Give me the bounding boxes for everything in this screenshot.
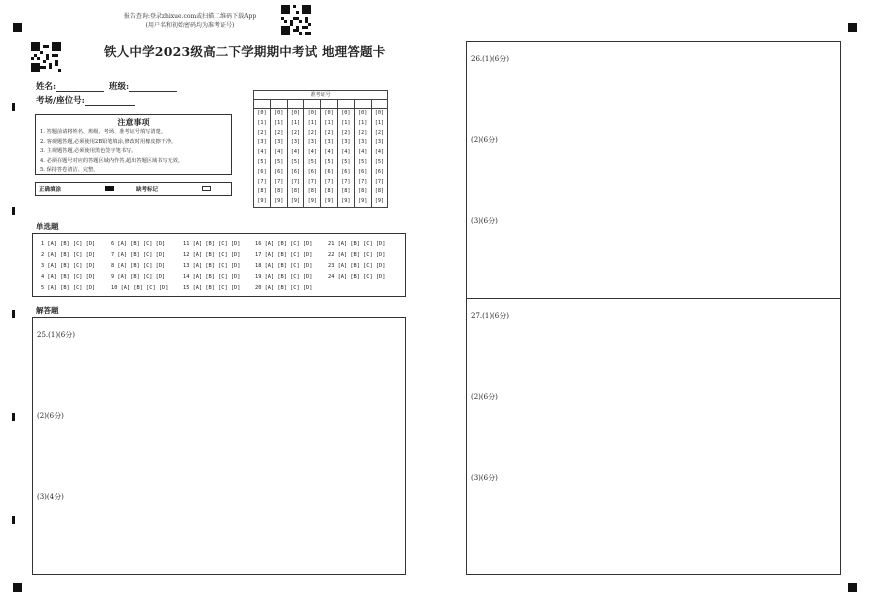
exam-id-digit-column[interactable] bbox=[270, 109, 287, 208]
exam-id-digit-bubble[interactable]: [1] bbox=[257, 119, 267, 126]
exam-id-digit-bubble[interactable]: [4] bbox=[274, 149, 284, 156]
exam-id-digit-bubble[interactable]: [6] bbox=[274, 168, 284, 175]
mc-question-row[interactable]: 14 [A] [B] [C] [D] bbox=[183, 274, 241, 280]
exam-id-digit-bubble[interactable]: [6] bbox=[324, 168, 334, 175]
q25-part2-label: (2)(6分) bbox=[37, 412, 64, 420]
exam-id-digit-bubble[interactable]: [7] bbox=[290, 178, 301, 185]
exam-id-digit-bubble[interactable]: [8] bbox=[341, 188, 351, 195]
notes-item: 4. 必须在题号对应的答题区域内作答,超出答题区域书写无效。 bbox=[40, 157, 184, 164]
timing-mark bbox=[12, 413, 15, 421]
exam-id-digit-bubble[interactable]: [3] bbox=[357, 139, 368, 146]
exam-id-digit-bubble[interactable]: [3] bbox=[257, 139, 267, 146]
exam-id-digit-bubble[interactable]: [7] bbox=[357, 178, 368, 185]
exam-id-digit-bubble[interactable]: [3] bbox=[374, 139, 385, 146]
absent-mark-checkbox[interactable] bbox=[202, 186, 211, 191]
notes-item: 5. 保持答卷清洁、完整。 bbox=[40, 167, 99, 174]
exam-id-digit-bubble[interactable]: [6] bbox=[357, 168, 368, 175]
exam-id-digit-bubble[interactable]: [9] bbox=[341, 198, 351, 205]
q26-answer-box[interactable] bbox=[466, 41, 841, 299]
exam-id-digit-column[interactable] bbox=[287, 109, 304, 208]
room-seat-label: 考场/座位号: bbox=[36, 96, 85, 106]
exam-id-label: 准考证号 bbox=[254, 91, 388, 100]
exam-id-digit-bubble[interactable]: [7] bbox=[274, 178, 284, 185]
registration-mark-bottom-left bbox=[13, 583, 22, 592]
exam-id-digit-bubble[interactable]: [1] bbox=[341, 119, 351, 126]
report-qr-code bbox=[281, 5, 311, 35]
q27-part2-label: (2)(6分) bbox=[471, 393, 498, 401]
mc-question-row[interactable]: 20 [A] [B] [C] [D] bbox=[255, 285, 313, 291]
exam-id-digit-bubble[interactable]: [0] bbox=[290, 110, 301, 116]
exam-id-digit-bubble[interactable]: [3] bbox=[341, 139, 351, 146]
mc-question-row[interactable]: 4 [A] [B] [C] [D] bbox=[41, 274, 96, 280]
registration-mark-top-left bbox=[13, 23, 22, 32]
notes-item: 2. 客观题答题,必须使用2B铅笔填涂,修改时用橡皮擦干净。 bbox=[40, 138, 177, 145]
report-notice-line2: (用户名和初始密码均为准考证号) bbox=[145, 22, 235, 29]
exam-id-digit-bubble[interactable]: [0] bbox=[374, 110, 385, 116]
exam-id-digit-bubble[interactable]: [8] bbox=[324, 188, 334, 195]
exam-id-digit-bubble[interactable]: [9] bbox=[307, 198, 317, 205]
exam-id-digit-bubble[interactable]: [2] bbox=[341, 129, 351, 136]
mc-question-row[interactable]: 13 [A] [B] [C] [D] bbox=[183, 263, 241, 269]
absent-mark-label: 缺考标记 bbox=[136, 187, 159, 193]
room-seat-input-line[interactable] bbox=[85, 96, 135, 106]
mc-box bbox=[32, 233, 406, 297]
exam-id-digit-bubble[interactable]: [2] bbox=[324, 129, 334, 136]
report-notice bbox=[110, 12, 270, 30]
mc-question-row[interactable]: 16 [A] [B] [C] [D] bbox=[255, 241, 313, 247]
timing-mark bbox=[12, 103, 15, 111]
exam-id-digit-bubble[interactable]: [6] bbox=[341, 168, 351, 175]
q25-part3-label: (3)(4分) bbox=[37, 493, 64, 501]
timing-mark bbox=[12, 516, 15, 524]
exam-id-digit-bubble[interactable]: [4] bbox=[374, 149, 385, 156]
exam-id-digit-bubble[interactable]: [4] bbox=[307, 149, 317, 156]
mc-question-row[interactable]: 6 [A] [B] [C] [D] bbox=[111, 241, 166, 247]
exam-id-digit-bubble[interactable]: [0] bbox=[257, 110, 267, 116]
exam-id-write-cell[interactable] bbox=[337, 100, 354, 109]
registration-mark-bottom-right bbox=[848, 583, 857, 592]
mc-question-row[interactable]: 1 [A] [B] [C] [D] bbox=[41, 241, 96, 247]
exam-id-digit-bubble[interactable]: [0] bbox=[307, 110, 317, 116]
page-title: 铁人中学2023级高二下学期期中考试 地理答题卡 bbox=[104, 44, 386, 59]
name-field[interactable] bbox=[36, 80, 104, 92]
exam-id-digit-bubble[interactable]: [0] bbox=[357, 110, 368, 116]
name-input-line[interactable] bbox=[56, 82, 104, 92]
q26-part2-label: (2)(6分) bbox=[471, 136, 498, 144]
timing-mark bbox=[12, 207, 15, 215]
exam-id-digit-bubble[interactable]: [3] bbox=[307, 139, 317, 146]
exam-id-digit-bubble[interactable]: [3] bbox=[290, 139, 301, 146]
exam-id-digit-column[interactable] bbox=[371, 109, 388, 208]
exam-id-digit-bubble[interactable]: [5] bbox=[374, 158, 385, 165]
exam-id-digit-bubble[interactable]: [0] bbox=[274, 110, 284, 116]
exam-id-digit-bubble[interactable]: [5] bbox=[257, 158, 267, 165]
mc-question-row[interactable]: 24 [A] [B] [C] [D] bbox=[328, 274, 386, 280]
mc-question-row[interactable]: 17 [A] [B] [C] [D] bbox=[255, 252, 313, 258]
exam-id-write-cell[interactable] bbox=[270, 100, 287, 109]
exam-id-digit-bubble[interactable]: [6] bbox=[257, 168, 267, 175]
exam-id-digit-bubble[interactable]: [4] bbox=[341, 149, 351, 156]
exam-id-digit-bubble[interactable]: [0] bbox=[324, 110, 334, 116]
registration-mark-top-right bbox=[848, 23, 857, 32]
exam-id-digit-column[interactable] bbox=[337, 109, 354, 208]
exam-id-digit-column[interactable] bbox=[304, 109, 321, 208]
class-label: 班级: bbox=[109, 82, 130, 92]
exam-id-write-cell[interactable] bbox=[371, 100, 388, 109]
exam-id-write-cell[interactable] bbox=[354, 100, 371, 109]
exam-id-digit-bubble[interactable]: [1] bbox=[274, 119, 284, 126]
mc-question-row[interactable]: 22 [A] [B] [C] [D] bbox=[328, 252, 386, 258]
exam-id-digit-bubble[interactable]: [5] bbox=[324, 158, 334, 165]
report-notice-line1: 报告查询:登录zhixue.com或扫描二维码下载App bbox=[123, 13, 257, 20]
exam-id-digit-bubble[interactable]: [9] bbox=[274, 198, 284, 205]
exam-id-digit-column[interactable] bbox=[254, 109, 271, 208]
exam-id-digit-bubble[interactable]: [2] bbox=[274, 129, 284, 136]
exam-id-digit-column[interactable] bbox=[354, 109, 371, 208]
exam-id-digit-bubble[interactable]: [1] bbox=[290, 119, 301, 126]
exam-id-digit-bubble[interactable]: [8] bbox=[357, 188, 368, 195]
room-seat-field[interactable] bbox=[36, 94, 135, 106]
exam-id-digit-bubble[interactable]: [8] bbox=[307, 188, 317, 195]
exam-id-digit-bubble[interactable]: [2] bbox=[357, 129, 368, 136]
exam-id-digit-bubble[interactable]: [9] bbox=[324, 198, 334, 205]
exam-id-write-cell[interactable] bbox=[321, 100, 338, 109]
q27-part1-label: 27.(1)(6分) bbox=[471, 312, 509, 320]
mc-section-title: 单选题 bbox=[36, 222, 59, 231]
mc-question-row[interactable]: 23 [A] [B] [C] [D] bbox=[328, 263, 386, 269]
exam-id-digit-bubble[interactable]: [2] bbox=[290, 129, 301, 136]
exam-id-write-cell[interactable] bbox=[304, 100, 321, 109]
exam-id-digit-bubble[interactable]: [2] bbox=[257, 129, 267, 136]
mc-question-row[interactable]: 2 [A] [B] [C] [D] bbox=[41, 252, 96, 258]
exam-id-digit-bubble[interactable]: [5] bbox=[290, 158, 301, 165]
exam-id-digit-bubble[interactable]: [7] bbox=[324, 178, 334, 185]
notes-box bbox=[35, 114, 232, 175]
name-label: 姓名: bbox=[36, 82, 57, 92]
exam-id-digit-bubble[interactable]: [7] bbox=[307, 178, 317, 185]
exam-id-digit-bubble[interactable]: [3] bbox=[274, 139, 284, 146]
exam-id-write-cell[interactable] bbox=[254, 100, 271, 109]
q25-part1-label: 25.(1)(6分) bbox=[37, 331, 75, 339]
exam-id-digit-bubble[interactable]: [5] bbox=[307, 158, 317, 165]
mc-question-row[interactable]: 18 [A] [B] [C] [D] bbox=[255, 263, 313, 269]
mc-question-row[interactable]: 3 [A] [B] [C] [D] bbox=[41, 263, 96, 269]
fill-sample-box bbox=[35, 182, 232, 196]
exam-id-digit-column[interactable] bbox=[321, 109, 338, 208]
mc-question-row[interactable]: 9 [A] [B] [C] [D] bbox=[111, 274, 166, 280]
mc-question-row[interactable]: 12 [A] [B] [C] [D] bbox=[183, 252, 241, 258]
exam-id-digit-bubble[interactable]: [9] bbox=[357, 198, 368, 205]
exam-id-digit-bubble[interactable]: [5] bbox=[274, 158, 284, 165]
mc-question-row[interactable]: 19 [A] [B] [C] [D] bbox=[255, 274, 313, 280]
exam-id-digit-bubble[interactable]: [7] bbox=[374, 178, 385, 185]
q27-answer-box[interactable] bbox=[466, 298, 841, 575]
mc-question-row[interactable]: 21 [A] [B] [C] [D] bbox=[328, 241, 386, 247]
correct-fill-label: 正确填涂 bbox=[39, 187, 62, 193]
exam-id-digit-bubble[interactable]: [1] bbox=[307, 119, 317, 126]
q26-part3-label: (3)(6分) bbox=[471, 217, 498, 225]
q27-part3-label: (3)(6分) bbox=[471, 474, 498, 482]
exam-id-digit-bubble[interactable]: [1] bbox=[374, 119, 385, 126]
exam-id-digit-bubble[interactable]: [5] bbox=[357, 158, 368, 165]
exam-id-digit-bubble[interactable]: [4] bbox=[290, 149, 301, 156]
class-field[interactable] bbox=[109, 80, 177, 92]
exam-id-digit-bubble[interactable]: [8] bbox=[274, 188, 284, 195]
answer-section-title: 解答题 bbox=[36, 306, 59, 315]
exam-id-digit-bubble[interactable]: [4] bbox=[357, 149, 368, 156]
notes-item: 1. 答题前请将姓名、班级、考场、准考证号填写清楚。 bbox=[40, 129, 166, 135]
exam-id-digit-bubble[interactable]: [7] bbox=[341, 178, 351, 185]
exam-id-digit-bubble[interactable]: [4] bbox=[257, 149, 267, 156]
exam-id-digit-bubble[interactable]: [4] bbox=[324, 149, 334, 156]
correct-fill-sample bbox=[105, 186, 114, 191]
exam-id-digit-bubble[interactable]: [1] bbox=[324, 119, 334, 126]
exam-id-digit-bubble[interactable]: [8] bbox=[257, 188, 267, 195]
mc-question-row[interactable]: 11 [A] [B] [C] [D] bbox=[183, 241, 241, 247]
mc-question-row[interactable]: 10 [A] [B] [C] [D] bbox=[111, 285, 169, 291]
exam-id-digit-bubble[interactable]: [6] bbox=[307, 168, 317, 175]
exam-id-write-cell[interactable] bbox=[287, 100, 304, 109]
exam-id-digit-bubble[interactable]: [6] bbox=[374, 168, 385, 175]
mc-question-row[interactable]: 8 [A] [B] [C] [D] bbox=[111, 263, 166, 269]
mc-question-row[interactable]: 5 [A] [B] [C] [D] bbox=[41, 285, 96, 291]
q25-answer-box[interactable] bbox=[32, 317, 406, 575]
exam-id-digit-bubble[interactable]: [6] bbox=[290, 168, 301, 175]
exam-id-digit-bubble[interactable]: [3] bbox=[324, 139, 334, 146]
notes-title: 注意事项 bbox=[117, 117, 150, 127]
exam-id-digit-bubble[interactable]: [9] bbox=[374, 198, 385, 205]
exam-id-digit-bubble[interactable]: [2] bbox=[307, 129, 317, 136]
exam-id-digit-bubble[interactable]: [8] bbox=[290, 188, 301, 195]
sheet-qr-code bbox=[31, 42, 61, 72]
exam-id-digit-bubble[interactable]: [9] bbox=[257, 198, 267, 205]
exam-id-digit-bubble[interactable]: [8] bbox=[374, 188, 385, 195]
exam-id-digit-bubble[interactable]: [5] bbox=[341, 158, 351, 165]
class-input-line[interactable] bbox=[129, 82, 177, 92]
mc-question-row[interactable]: 7 [A] [B] [C] [D] bbox=[111, 252, 166, 258]
exam-id-digit-bubble[interactable]: [0] bbox=[341, 110, 351, 116]
exam-id-grid[interactable] bbox=[253, 90, 388, 208]
mc-question-row[interactable]: 15 [A] [B] [C] [D] bbox=[183, 285, 241, 291]
exam-id-digit-bubble[interactable]: [7] bbox=[257, 178, 267, 185]
timing-mark bbox=[12, 310, 15, 318]
exam-id-digit-bubble[interactable]: [1] bbox=[357, 119, 368, 126]
exam-id-digit-bubble[interactable]: [2] bbox=[374, 129, 385, 136]
q26-part1-label: 26.(1)(6分) bbox=[471, 55, 509, 63]
notes-item: 3. 主观题答题,必须使用黑色签字笔书写。 bbox=[40, 148, 137, 155]
exam-id-digit-bubble[interactable]: [9] bbox=[290, 198, 301, 205]
